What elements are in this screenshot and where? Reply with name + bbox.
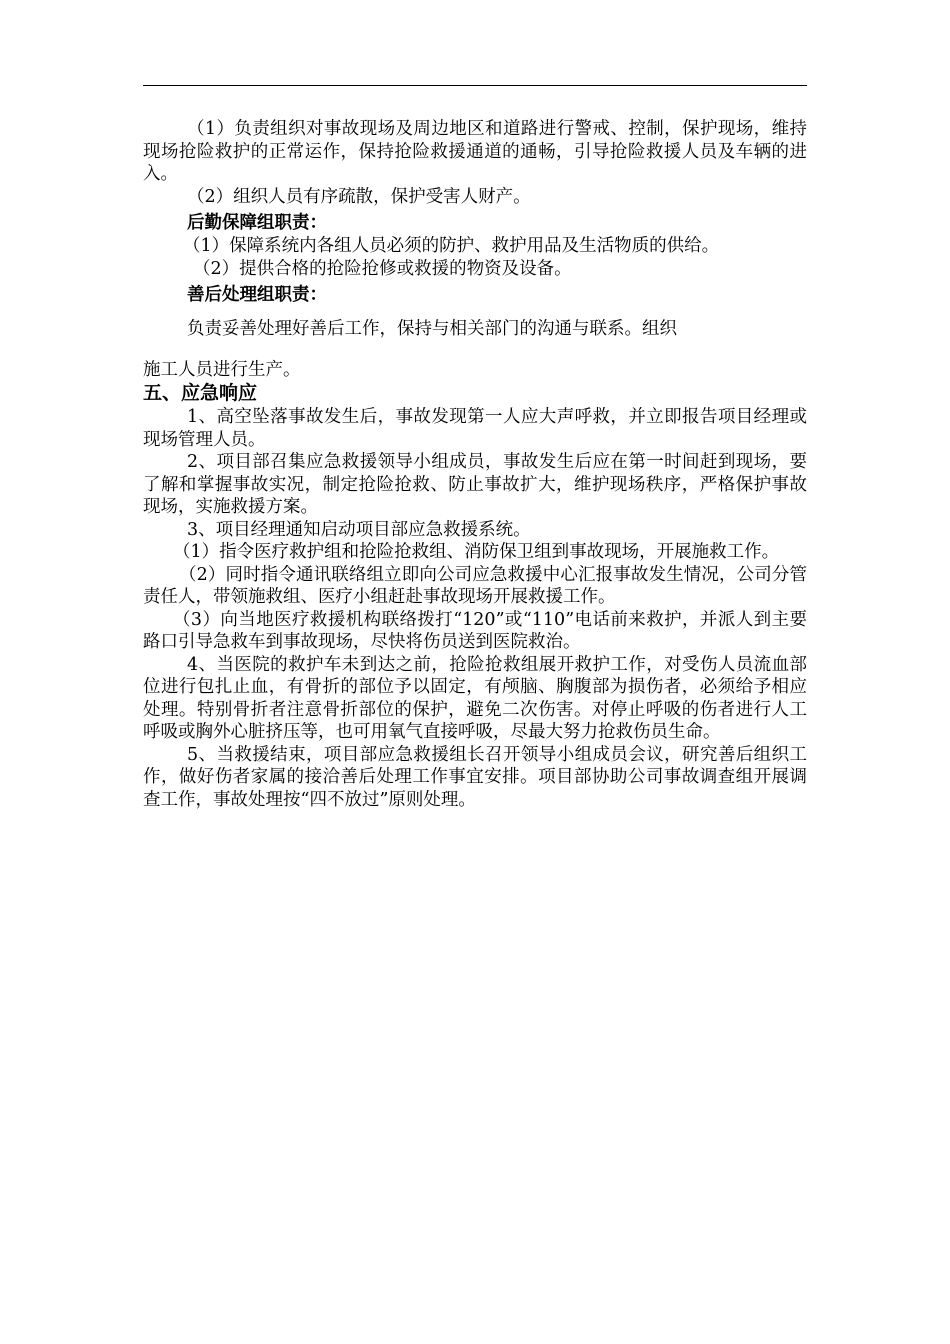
paragraph-response-step-4: 4、当医院的救护车未到达之前，抢险抢救组展开救护工作，对受伤人员流血部位进行包扎止血，有骨折的部位予以固定，有颅脑、胸腹部为损伤者，必须给予相应处理。特别骨折者注意骨折部位的保护，避免二次伤害。对停止呼吸的伤者进行人工呼吸或胸外心脏挤压等，也可用氧气直接呼吸，尽最大努力抢救伤员生命。	[143, 654, 807, 742]
paragraph-aftermath-duty-line-2: 施工人员进行生产。	[143, 359, 301, 380]
paragraph-response-substep-2: （2）同时指令通讯联络组立即向公司应急救援中心汇报事故发生情况，公司分管责任人，带领施救组、医疗小组赶赴事故现场开展救援工作。	[143, 564, 807, 607]
section-heading-emergency-response: 五、应急响应	[143, 382, 258, 404]
paragraph-response-step-1: 1、高空坠落事故发生后，事故发现第一人应大声呼救，并立即报告项目经理或现场管理人员。	[143, 407, 807, 450]
paragraph-response-step-5: 5、当救援结束，项目部应急救援组长召开领导小组成员会议，研究善后组织工作，做好伤者家属的接洽善后处理工作事宜安排。项目部协助公司事故调查组开展调查工作，事故处理按“四不放过”原则处理。	[143, 744, 807, 810]
paragraph-response-substep-3: （3）向当地医疗救援机构联络拨打“120”或“110”电话前来救护，并派人到主要路口引导急救车到事故现场，尽快将伤员送到医院救治。	[143, 609, 807, 652]
paragraph-security-duty-1: （1）负责组织对事故现场及周边地区和道路进行警戒、控制，保护现场，维持现场抢险救护的正常运作，保持抢险救援通道的通畅，引导抢险救援人员及车辆的进入。	[143, 119, 807, 184]
paragraph-logistics-duty-1: （1）保障系统内各组人员必须的防护、救护用品及生活物质的供给。	[183, 236, 720, 256]
paragraph-logistics-duty-2: （2）提供合格的抢险抢修或救援的物资及设备。	[193, 258, 572, 279]
document-body	[143, 118, 807, 811]
heading-logistics-duties: 后勤保障组职责：	[187, 213, 327, 233]
header-rule	[143, 85, 807, 86]
paragraph-aftermath-duty-line-1: 负责妥善处理好善后工作，保持与相关部门的沟通与联系。组织	[187, 319, 677, 339]
heading-aftermath-duties: 善后处理组职责：	[187, 285, 327, 305]
paragraph-response-step-3: 3、项目经理通知启动项目部应急救援系统。	[187, 519, 531, 540]
paragraph-response-step-2: 2、项目部召集应急救援领导小组成员，事故发生后应在第一时间赶到现场，要了解和掌握事故实况，制定抢险抢救、防止事故扩大，维护现场秩序，严格保护事故现场，实施救援方案。	[143, 452, 807, 517]
paragraph-response-substep-1: （1）指令医疗救护组和抢险抢救组、消防保卫组到事故现场，开展施救工作。	[173, 542, 780, 562]
paragraph-security-duty-2: （2）组织人员有序疏散，保护受害人财产。	[187, 186, 531, 207]
